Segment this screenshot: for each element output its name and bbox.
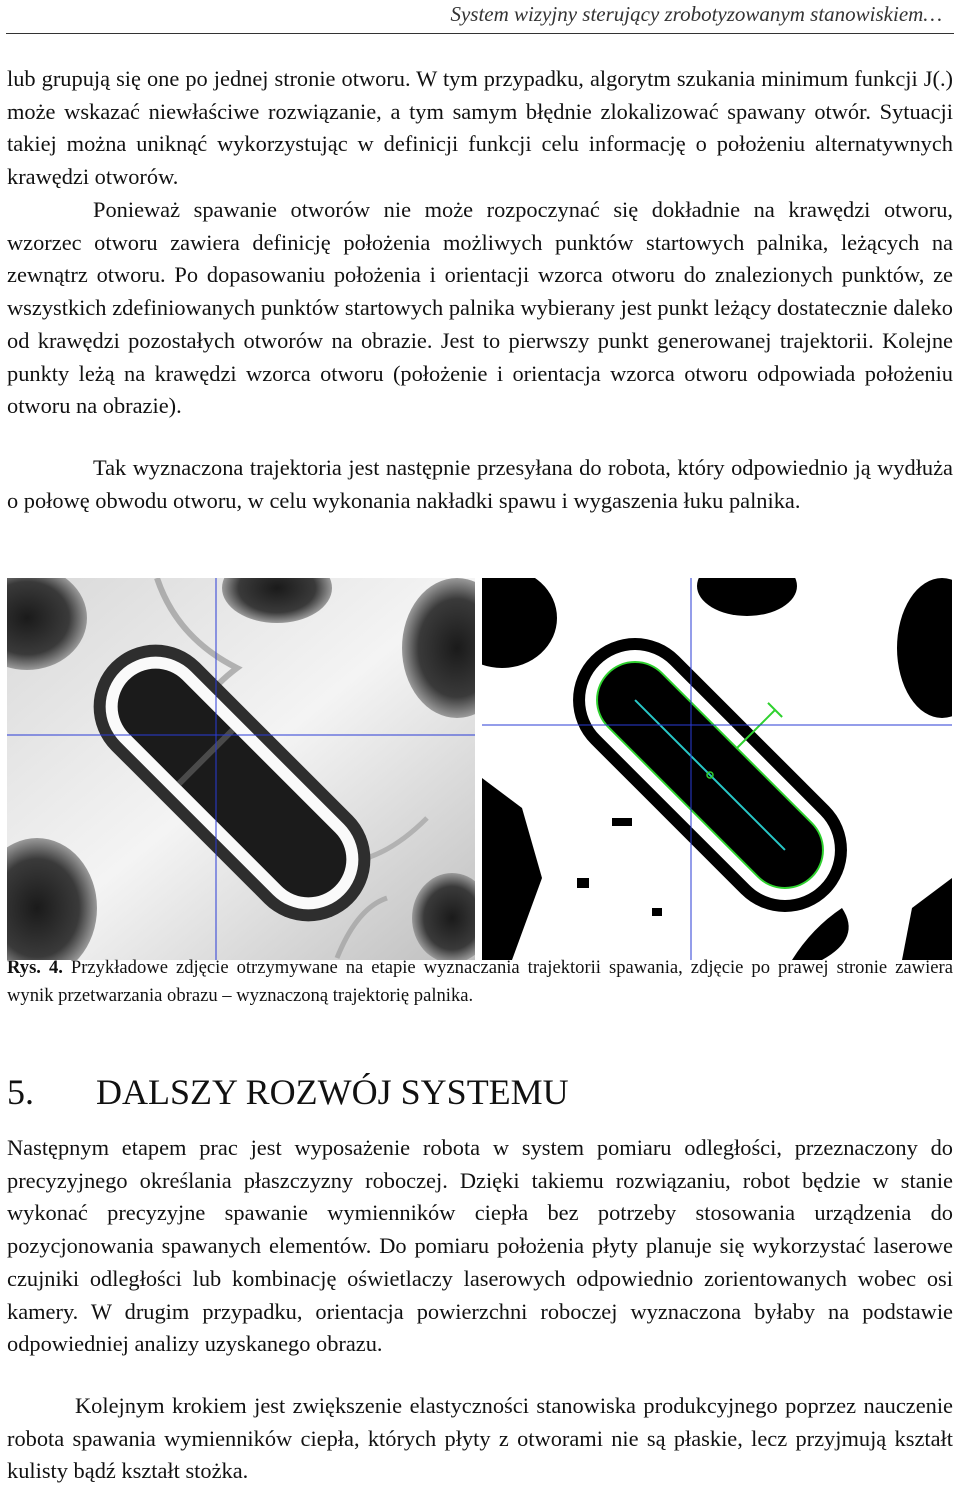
caption-label: Rys. 4. [7,957,63,978]
figure-right-binary-result [482,578,952,960]
section-paragraph-2-text: Kolejnym krokiem jest zwiększenie elastyczności stanowiska produkcyjnego poprzez nauczenie robota spawania wymienników ciepła, których płyty z otworami nie są płaskie, lecz przyjmują kształt kulisty bądź kształt stożka. [7,1393,953,1484]
paragraph-3-text: Tak wyznaczona trajektoria jest następnie przesyłana do robota, który odpowiednio ją wydłuża o połowę obwodu otworu, w celu wykonania nakładki spawu i wygaszenia łuku palnika. [7,455,953,513]
figure-left-grayscale-photo [7,578,475,960]
section-heading [7,1068,569,1116]
figure-caption [7,954,953,1011]
paragraph-1: lub grupują się one po jednej stronie otworu. W tym przypadku, algorytm szukania minimum funkcji J(.) może wskazać niewłaściwe rozwiązanie, a tym samym błędnie zlokalizować spawany otwór. Sytuacji takiej można uniknąć wykorzystując w definicji funkcji celu informację o położeniu alternatywnych krawędzi otworów. [7,66,953,190]
running-header: System wizyjny sterujący zrobotyzowanym stanowiskiem… [450,2,942,26]
section-title: DALSZY ROZWÓJ SYSTEMU [96,1072,569,1112]
paragraph-3 [7,452,953,517]
header-rule [6,33,954,34]
section-paragraph-2 [7,1390,953,1488]
section-paragraph-1: Następnym etapem prac jest wyposażenie robota w system pomiaru odległości, przeznaczony do precyzyjnego określania płaszczyzny roboczej. Dzięki takiemu rozwiązaniu, robot będzie w stanie wykonać precyzyjne spawanie wymienników ciepła bez potrzeby stosowania urządzenia do pozycjonowania spawanych elementów. Do pomiaru położenia płyty planuje się wykorzystać laserowe czujniki odległości lub kombinację oświetlaczy laserowych odpowiednio zorientowanych wobec osi kamery. W drugim przypadku, orientacja powierzchni roboczej wyznaczona byłaby na podstawie odpowiedniej analizy uzyskanego obrazu. [7,1135,953,1357]
caption-text: Przykładowe zdjęcie otrzymywane na etapie wyznaczania trajektorii spawania, zdjęcie po prawej stronie zawiera wynik przetwarzania obrazu – wyznaczoną trajektorię palnika. [7,957,953,1007]
paragraph-2 [7,194,953,423]
section-number: 5. [7,1072,34,1112]
paragraph-2-text: Ponieważ spawanie otworów nie może rozpoczynać się dokładnie na krawędzi otworu, wzorzec otworu zawiera definicję położenia możliwych punktów startowych palnika, leżących na zewnątrz otworu. Po dopasowaniu położenia i orientacji wzorca otworu do znalezionych punktów, ze wszystkich zdefiniowanych punktów startowych palnika wybierany jest punkt leżący dostatecznie daleko od krawędzi pozostałych otworów na obrazie. Jest to pierwszy punkt generowanej trajektorii. Kolejne punkty leżą na krawędzi wzorca otworu (położenie i orientacja wzorca otworu odpowiada położeniu otworu na obrazie). [7,197,953,419]
